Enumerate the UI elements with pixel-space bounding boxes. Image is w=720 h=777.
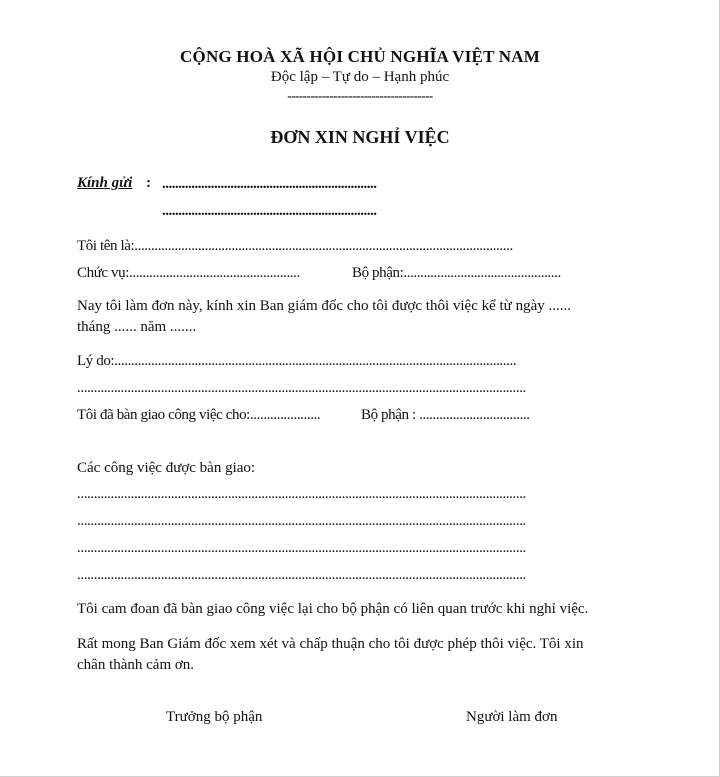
request-statement-line-1: Rất mong Ban Giám đốc xem xét và chấp thuận cho tôi được phép thôi việc. Tôi xin [77, 636, 584, 652]
department-head-signature-label: Trưởng bộ phận [166, 709, 263, 725]
request-line-1: Nay tôi làm đơn này, kính xin Ban giám đốc cho tôi được thôi việc kể từ ngày ...... [77, 298, 571, 314]
recipient-line-2[interactable]: .................................................................. [162, 203, 377, 219]
handover-to-field[interactable]: Tôi đã bàn giao công việc cho:..................... [77, 407, 321, 423]
heading-separator: -------------------------------------- [287, 88, 433, 103]
recipient-line-1[interactable]: .................................................................. [162, 176, 377, 192]
applicant-signature-label: Người làm đơn [466, 709, 558, 725]
request-line-2[interactable]: tháng ...... năm ....... [77, 319, 197, 335]
tasks-label: Các công việc được bàn giao: [77, 460, 256, 476]
handover-department-field[interactable]: Bộ phận : ................................. [361, 407, 530, 423]
task-line-3[interactable]: ...................................................................................................................................... [77, 540, 526, 556]
recipient-colon: : [146, 175, 151, 191]
department-field[interactable]: Bộ phận:............................................... [352, 265, 561, 281]
commitment-statement: Tôi cam đoan đã bàn giao công việc lại cho bộ phận có liên quan trước khi nghỉ việc. [77, 601, 589, 617]
recipient-label-text: Kính gửi [77, 175, 133, 191]
task-line-1[interactable]: ...................................................................................................................................... [77, 486, 526, 502]
reason-field[interactable]: Lý do:........................................................................................................................ [77, 353, 517, 369]
task-line-4[interactable]: ...................................................................................................................................... [77, 567, 526, 583]
document-title: ĐƠN XIN NGHỈ VIỆC [270, 127, 450, 147]
request-statement-line-2: chân thành cảm ơn. [77, 657, 195, 673]
recipient-label [77, 175, 132, 192]
reason-continued-field[interactable]: ...................................................................................................................................... [77, 380, 526, 396]
motto: Độc lập – Tự do – Hạnh phúc [270, 69, 450, 85]
name-field[interactable]: Tôi tên là:................................................................................................................. [77, 238, 513, 254]
nation-heading: CỘNG HOÀ XÃ HỘI CHỦ NGHĨA VIỆT NAM [180, 47, 540, 66]
position-field[interactable]: Chức vụ:................................................... [77, 265, 300, 281]
task-line-2[interactable]: ...................................................................................................................................... [77, 513, 526, 529]
